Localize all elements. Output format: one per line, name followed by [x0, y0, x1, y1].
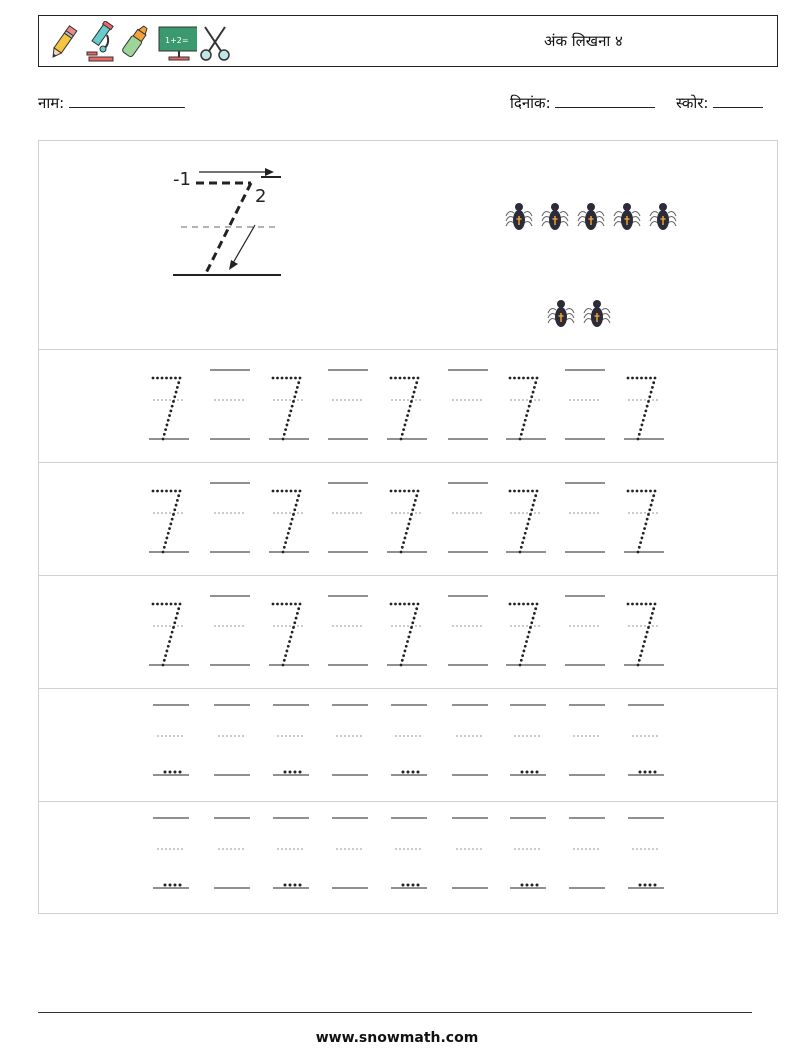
- traceable-digit-7[interactable]: [272, 490, 302, 554]
- guide-lines: [328, 483, 368, 552]
- score-label: स्कोर:: [676, 94, 709, 112]
- svg-text:1+2=: 1+2=: [165, 36, 189, 45]
- guide-lines: [448, 596, 488, 665]
- ant-icon: [548, 300, 574, 327]
- digit-stroke-2: [205, 183, 251, 275]
- stroke1-label: -1: [173, 169, 191, 190]
- ant-icon: [578, 203, 604, 230]
- ant-icon: [542, 203, 568, 230]
- writing-cell[interactable]: [153, 818, 189, 888]
- ant-icon: [650, 203, 676, 230]
- guide-lines: [448, 370, 488, 439]
- stroke2-arrow: [233, 225, 255, 263]
- pencil-icon: [45, 21, 81, 63]
- footer-website: www.snowmath.com: [315, 1030, 479, 1046]
- writing-cell[interactable]: [510, 705, 546, 775]
- writing-cell[interactable]: [153, 705, 189, 775]
- ant-counters: [506, 203, 676, 327]
- stroke1-arrowhead: [265, 168, 274, 176]
- trace-row-2: [39, 463, 777, 576]
- writing-cell[interactable]: [569, 818, 605, 888]
- practice-row-drawing: [39, 350, 777, 463]
- stroke2-arrowhead: [229, 260, 238, 270]
- name-field[interactable]: [38, 93, 185, 113]
- blank-row-1: [39, 689, 777, 802]
- demo-drawing: [39, 141, 777, 350]
- practice-grid: [38, 140, 778, 914]
- traceable-digit-7[interactable]: [627, 603, 657, 667]
- trace-row-3: [39, 576, 777, 689]
- practice-row-drawing: [39, 802, 777, 915]
- ant-icon: [584, 300, 610, 327]
- traceable-digit-7[interactable]: [390, 490, 420, 554]
- writing-cell[interactable]: [391, 705, 427, 775]
- name-line[interactable]: [69, 93, 185, 108]
- worksheet-title: अंक लिखना ४: [544, 32, 623, 50]
- traceable-digit-7[interactable]: [390, 377, 420, 441]
- traceable-digit-7[interactable]: [272, 377, 302, 441]
- traceable-digit-7[interactable]: [152, 603, 182, 667]
- header-icons: [45, 21, 233, 63]
- writing-cell[interactable]: [214, 705, 250, 775]
- writing-cell[interactable]: [452, 705, 488, 775]
- date-line[interactable]: [555, 93, 655, 108]
- writing-cell[interactable]: [452, 818, 488, 888]
- practice-row-drawing: [39, 576, 777, 689]
- demo-row: [39, 141, 777, 350]
- guide-lines: [565, 370, 605, 439]
- guide-lines: [210, 483, 250, 552]
- name-label: नाम:: [38, 94, 65, 112]
- traceable-digit-7[interactable]: [509, 377, 539, 441]
- trace-row-1: [39, 350, 777, 463]
- practice-row-drawing: [39, 689, 777, 802]
- blank-row-2: [39, 802, 777, 915]
- guide-lines: [328, 596, 368, 665]
- traceable-digit-7[interactable]: [272, 603, 302, 667]
- traceable-digit-7[interactable]: [390, 603, 420, 667]
- microscope-icon: [81, 21, 117, 63]
- practice-row-drawing: [39, 463, 777, 576]
- footer-divider: [38, 1012, 752, 1013]
- traceable-digit-7[interactable]: [627, 377, 657, 441]
- traceable-digit-7[interactable]: [152, 377, 182, 441]
- guide-lines: [328, 370, 368, 439]
- writing-cell[interactable]: [569, 705, 605, 775]
- writing-cell[interactable]: [332, 818, 368, 888]
- date-field[interactable]: [510, 93, 655, 113]
- writing-cell[interactable]: [510, 818, 546, 888]
- writing-cell[interactable]: [273, 818, 309, 888]
- ant-icon: [506, 203, 532, 230]
- traceable-digit-7[interactable]: [627, 490, 657, 554]
- scissors-icon: [197, 21, 233, 63]
- traceable-digit-7[interactable]: [152, 490, 182, 554]
- worksheet-header: [38, 15, 778, 67]
- stroke2-label: 2: [255, 186, 267, 207]
- writing-cell[interactable]: [214, 818, 250, 888]
- score-line[interactable]: [713, 93, 763, 108]
- date-label: दिनांक:: [510, 94, 551, 112]
- guide-lines: [565, 596, 605, 665]
- writing-cell[interactable]: [628, 818, 664, 888]
- writing-cell[interactable]: [628, 705, 664, 775]
- score-field[interactable]: [676, 93, 763, 113]
- writing-cell[interactable]: [391, 818, 427, 888]
- guide-lines: [210, 370, 250, 439]
- guide-lines: [448, 483, 488, 552]
- guide-lines: [565, 483, 605, 552]
- ant-icon: [614, 203, 640, 230]
- writing-cell[interactable]: [332, 705, 368, 775]
- chalkboard-icon: [153, 21, 197, 63]
- highlighter-icon: [117, 21, 153, 63]
- traceable-digit-7[interactable]: [509, 490, 539, 554]
- traceable-digit-7[interactable]: [509, 603, 539, 667]
- writing-cell[interactable]: [273, 705, 309, 775]
- guide-lines: [210, 596, 250, 665]
